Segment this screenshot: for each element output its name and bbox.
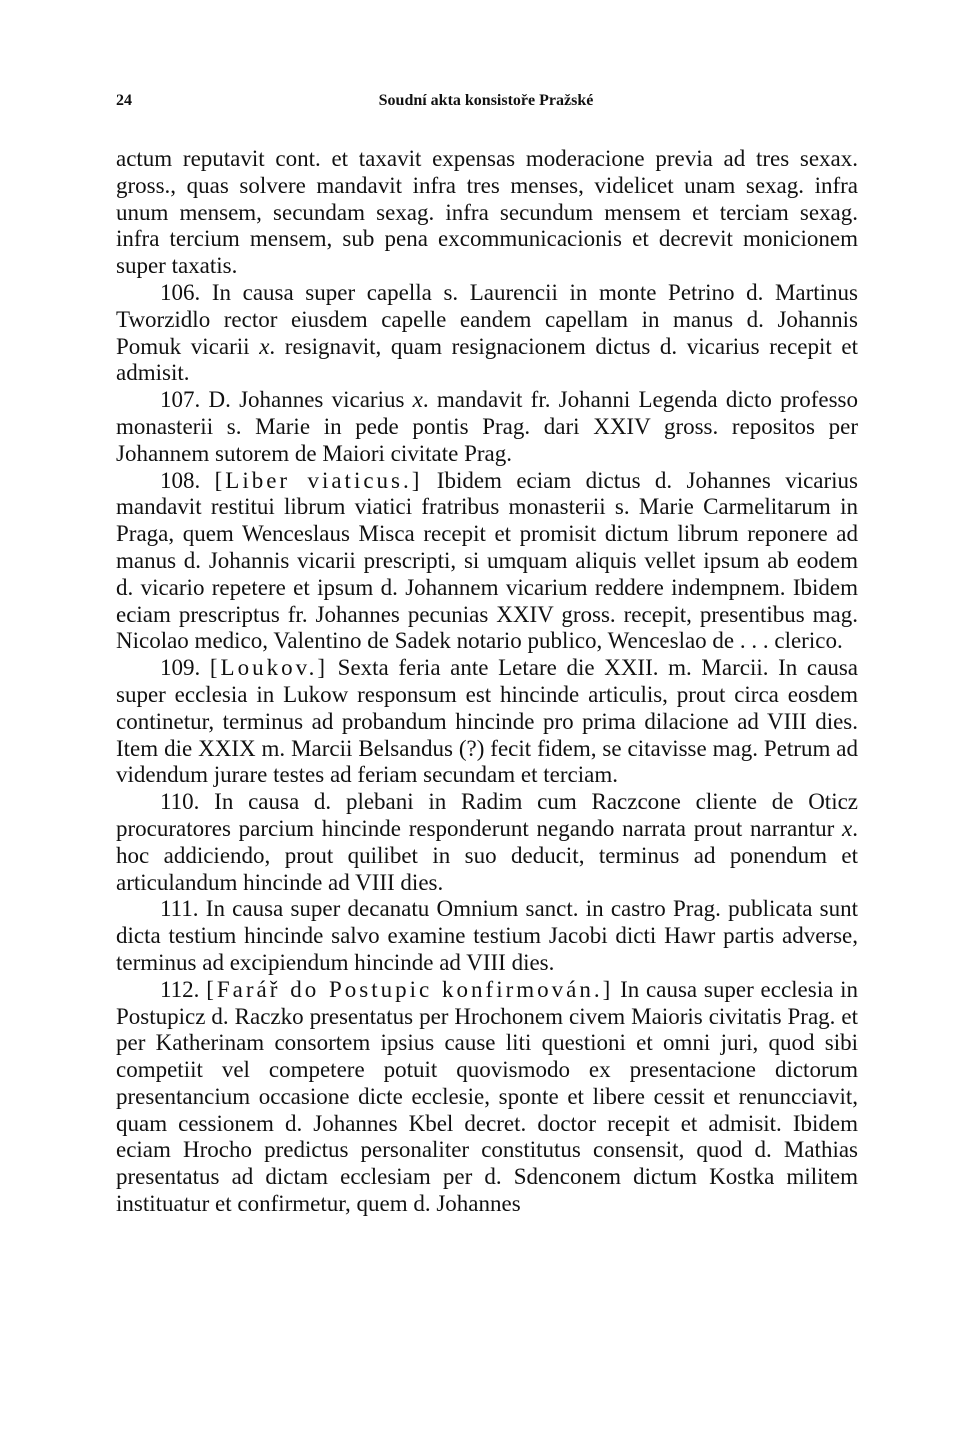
entry-107 <box>116 387 858 467</box>
entry-111 <box>116 896 858 976</box>
entry-text-continued: . resignavit, quam resignacionem dictus d. vicarius recepit et admisit. <box>116 333 859 386</box>
entry-110 <box>116 789 858 896</box>
running-header <box>116 92 856 116</box>
entry-number: 110. <box>160 789 200 815</box>
entry-number: 107. <box>160 387 201 413</box>
entry-text: In causa super ecclesia in Postupicz d. Raczko presentatus per Hrochonem civem Maioris civitatis Prag. et per Katherinam consortem ipsius cause liti questioni et omni juri, quod sibi competiit vel competere potuit quovismodo ex presentacione dictorum presentancium occasione dicte ecclesie, sponte et libere cessit et renuncciavit, quam cessionem d. Johannes Kbel decret. doctor recepit et admisit. Ibidem eciam Hrocho predictus personaliter constitutus consensit, quod d. Mathias presentatus ad dictam ecclesiam per d. Sdenconem dictum Kostka militem instituatur et confirmetur, quem d. Johannes <box>116 976 859 1217</box>
entry-number: 106. <box>160 279 201 305</box>
abbreviation-mark: x <box>842 815 853 841</box>
entry-109 <box>116 655 858 789</box>
entry-number: 108. <box>160 467 201 493</box>
page-body <box>116 146 858 1218</box>
entry-text: In causa super decanatu Omnium sanct. in castro Prag. publicata sunt dicta testium hincinde salvo examine testium Jacobi dicti Hawr partis adverse, terminus ad excipiendum hincinde ad VIII dies. <box>116 896 859 975</box>
entry-heading: [Farář do Postupic konfirmován.] <box>206 976 614 1002</box>
page-number: 24 <box>116 92 132 109</box>
entry-text-continued: . hoc addiciendo, prout quilibet in suo deducit, terminus ad ponendum et articulandum hincinde ad VIII dies. <box>116 815 858 895</box>
entry-heading: [Loukov.] <box>209 655 329 681</box>
entry-108 <box>116 468 858 656</box>
entry-number: 111. <box>160 896 199 922</box>
paragraph-continuation: actum reputavit cont. et taxavit expensas moderacione previa ad tres sexax. gross., quas solvere mandavit infra tres menses, videlicet unam sexag. infra unum mensem, secundam sexag. infra secundum mensem et terciam sexag. infra tercium mensem, sub pena excommunicacionis et decrevit monicionem super taxatis. <box>116 146 858 279</box>
entry-number: 109. <box>160 655 201 681</box>
entry-text: In causa d. plebani in Radim cum Raczcone cliente de Oticz procuratores parcium hincinde responderunt negando narrata prout narrantur <box>116 789 858 841</box>
entry-text: Sexta feria ante Letare die XXII. m. Marcii. In causa super ecclesia in Lukow responsum est hincinde articulis, prout circa eosdem continetur, terminus ad probandum hincinde pro prima dilacione ad VIII dies. Item die XXIX m. Marcii Belsandus (?) fecit fidem, se citavisse mag. Petrum ad videndum jurare testes ad feriam secundam et terciam. <box>116 655 858 788</box>
entry-text: In causa super capella s. Laurencii in monte Petrino d. Martinus Tworzidlo rector eiusdem capelle eandem capellam in manus d. Johannis Pomuk vicarii <box>116 279 858 359</box>
entry-text: Ibidem eciam dictus d. Johannes vicarius mandavit restitui librum viatici fratribus monasterii s. Marie Carmelitarum in Praga, quem Wenceslaus Misca recepit et promisit dictum librum reponere ad manus d. Johannis vicarii prescripti, si umquam aliquis vellet ipsum ab eodem d. vicario repetere et ipsum d. Johannem vicarium reddere indempnem. Ibidem eciam prescriptus fr. Johannes pecunias XXIV gross. recepit, presentibus mag. Nicolao medico, Valentino de Sadek notario publico, Wenceslao de . . . clerico. <box>116 467 859 654</box>
entry-106 <box>116 280 858 387</box>
entry-112 <box>116 977 858 1218</box>
entry-text: D. Johannes vicarius <box>208 387 405 413</box>
abbreviation-mark: x <box>412 387 423 413</box>
entry-heading: [Liber viaticus.] <box>214 467 423 493</box>
entry-number: 112. <box>160 976 200 1002</box>
running-title: Soudní akta konsistoře Pražské <box>378 92 594 109</box>
abbreviation-mark: x <box>259 333 270 359</box>
entry-text-continued: . mandavit fr. Johanni Legenda dicto professo monasterii s. Marie in pede pontis Prag. dari XXIV gross. repositos per Johannem sutorem de Maiori civitate Prag. <box>116 387 859 466</box>
